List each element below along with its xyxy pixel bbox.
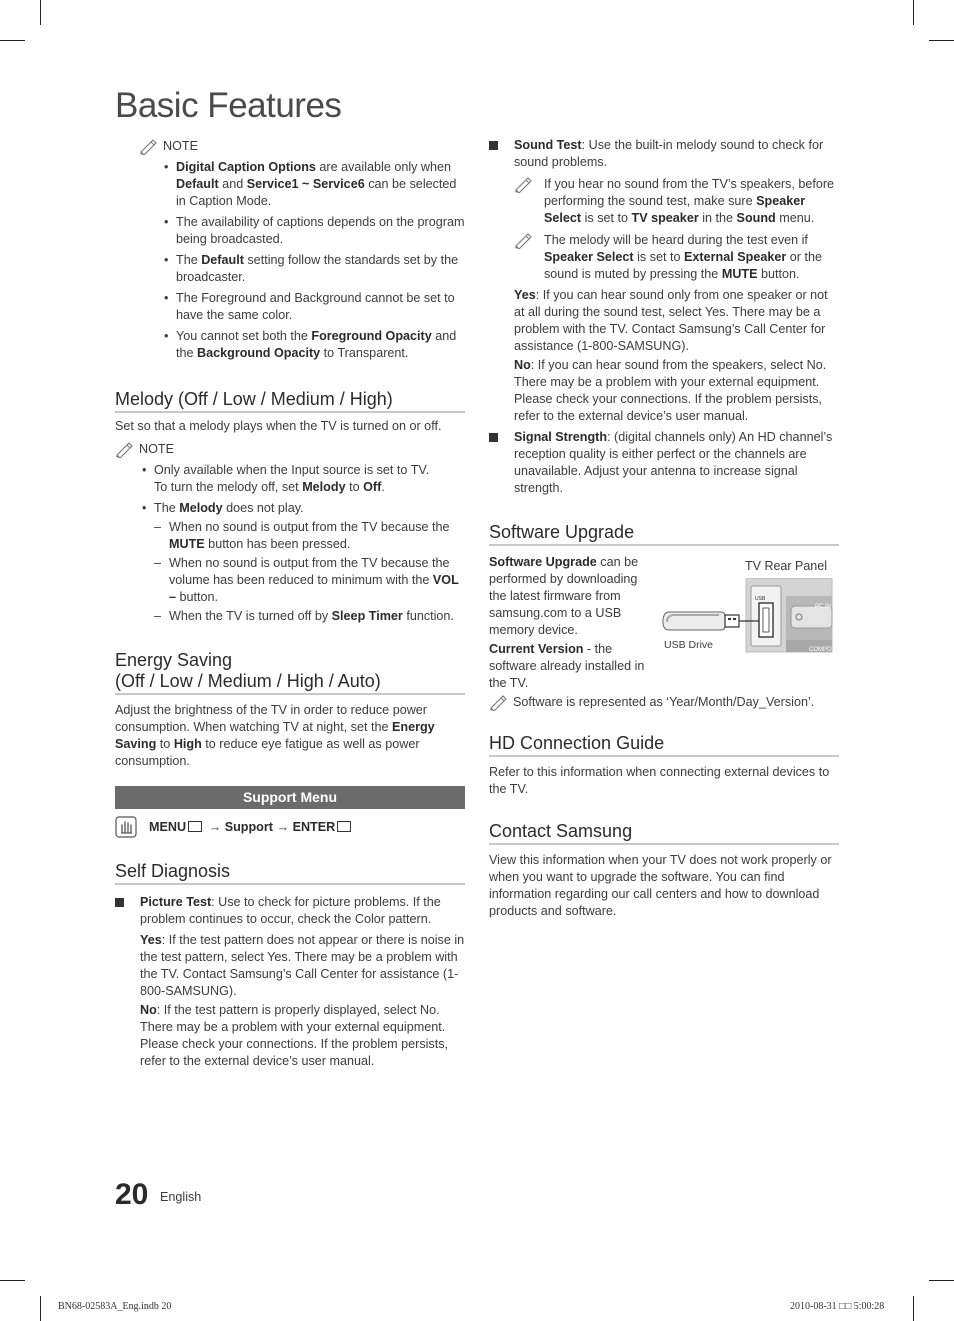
note-list [161,159,465,362]
crop-mark [40,0,41,25]
enter-label: ENTER [292,820,336,834]
menu-label: MENU [149,820,187,834]
usb-drive-label: USB Drive [664,639,714,651]
crop-mark [0,1280,25,1281]
hd-connection-heading: HD Connection Guide [489,733,839,757]
crop-mark [929,1280,954,1281]
signal-strength-item: Signal Strength: (digital channels only) An HD channel’s reception quality is either perfect or the channels are unavailable. Adjust your antenna to increase signal strength. [489,429,839,497]
list-item: – When the TV is turned off by Sleep Timer function. [154,608,465,625]
list-item: • The availability of captions depends on the program being broadcasted. [161,214,465,248]
sub-list [154,519,465,625]
crop-mark [0,40,25,41]
software-upgrade-block [489,554,839,694]
remote-hand-icon [115,816,137,838]
pencil-note-icon [115,440,135,458]
note-label: NOTE [163,139,198,153]
pencil-note-icon [514,231,534,249]
menu-path: MENU → Support → ENTER [115,819,465,836]
pencil-note-icon [489,693,509,711]
list-item: – When no sound is output from the TV because the MUTE button has been pressed. [154,519,465,553]
crop-mark [913,0,914,25]
list-item: • Digital Caption Options are available only when Default and Service1 ~ Service6 can be selected in Caption Mode. [161,159,465,210]
left-column [115,137,465,1070]
energy-desc: Adjust the brightness of the TV in order to reduce power consumption. When watching TV at night, set the Energy Saving to High to reduce eye fatigue as well as power consumption. [115,703,435,768]
sound-note-1: If you hear no sound from the TV’s speakers, before performing the sound test, make sure Speaker Select is set to TV speaker in the Sound menu. [514,176,839,227]
print-footer-left: BN68-02583A_Eng.indb 20 [58,1301,172,1312]
support-label: Support [224,820,273,834]
melody-heading: Melody (Off / Low / Medium / High) [115,389,465,413]
list-item: • The Melody does not play. – When no sound is output from the TV because the MUTE button has been pressed. – When no sound is output from the TV because the volume has been reduced to minimum with the VOL – button. – When the TV is turned off by Sleep Timer function. [139,500,465,625]
energy-heading: Energy Saving (Off / Low / Medium / High / Auto) [115,650,465,695]
list-item: • The Foreground and Background cannot be set to have the same color. [161,290,465,324]
sound-test-item: Sound Test: Use the built-in melody sound to check for sound problems. If you hear no sound from the TV’s speakers, before performing the sound test, make sure Speaker Select is set to TV speaker in the Sound menu. The melody will be heard during the test even if Speaker Select is set to External Speaker or the sound is muted by pressing the MUTE button. Yes: If you can hear sound only from one speaker or not at all during the sound test, select Yes. There may be a problem with the TV. Contact Samsung’s Call Center for assistance (1-800-SAMSUNG). No: If you can hear sound from the speakers, select No. There may be a problem with your external equipment. Please check your connections. If the problem persists, refer to the external device’s user manual. [489,137,839,425]
contact-samsung-desc: View this information when your TV does not work properly or when you want to upgrade the software. You can find information regarding our call centers and how to download products and software. [489,853,832,918]
support-menu-bar: Support Menu [115,786,465,809]
melody-note-list [139,462,465,625]
note-heading [115,441,465,458]
note-heading [139,138,465,155]
note-label: NOTE [139,442,174,456]
crop-mark [929,40,954,41]
menu-icon [188,821,202,832]
list-item: • The Default setting follow the standards set by the broadcaster. [161,252,465,286]
caption-note [139,138,465,362]
pc-in-label: PC IN [815,604,832,610]
print-footer-right: 2010-08-31 □□ 5:00:28 [790,1301,885,1312]
self-diagnosis-heading: Self Diagnosis [115,861,465,885]
page-language: English [160,1190,202,1204]
software-upgrade-text: Software Upgrade can be performed by downloading the latest firmware from samsung.com to a USB memory device. Current Version - the software already installed in the TV. [489,555,645,690]
picture-test-item: Picture Test: Use to check for picture problems. If the problem continues to occur, check the Color pattern. Yes: If the test pattern does not appear or there is noise in the test pattern, select Yes. There may be a problem with the TV. Contact Samsung’s Call Center for assistance (1-800-SAMSUNG). No: If the test pattern is properly displayed, select No. There may be a problem with your external equipment. Please check your connections. If the problem persists, refer to the external device’s user manual. [115,894,465,1070]
sound-note-2: The melody will be heard during the test even if Speaker Select is set to External Speaker or the sound is muted by pressing the MUTE button. [514,232,839,283]
list-item: • Only available when the Input source is set to TV. To turn the melody off, set Melody to Off. [139,462,465,496]
software-upgrade-heading: Software Upgrade [489,522,839,546]
enter-icon [337,821,351,832]
page-number: 20 [115,1178,149,1211]
list-item: – When no sound is output from the TV because the volume has been reduced to minimum with the VOL – button. [154,555,465,606]
usb-port-label: USB [755,596,766,602]
usb-connection-figure [659,558,839,658]
page-title: Basic Features [115,86,342,125]
list-item: • You cannot set both the Foreground Opacity and the Background Opacity to Transparent. [161,328,465,362]
pencil-note-icon [514,175,534,193]
right-column [489,137,839,920]
crop-mark [40,1296,41,1321]
melody-desc: Set so that a melody plays when the TV is turned on or off. [115,419,442,433]
crop-mark [913,1296,914,1321]
pencil-note-icon [139,137,159,155]
component-label: COMPO [809,647,832,653]
contact-samsung-heading: Contact Samsung [489,821,839,845]
tv-rear-panel-label: TV Rear Panel [745,559,827,573]
hd-connection-desc: Refer to this information when connecting external devices to the TV. [489,765,830,796]
software-note: Software is represented as ‘Year/Month/Day_Version’. [489,694,839,711]
